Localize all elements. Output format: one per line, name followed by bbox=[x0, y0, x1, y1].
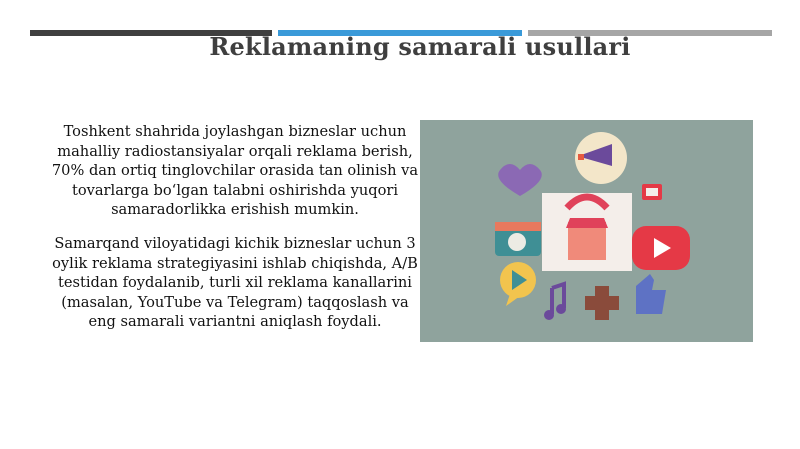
youtube-play-icon bbox=[632, 226, 690, 270]
social-media-collage-image bbox=[420, 120, 753, 342]
megaphone-icon bbox=[575, 132, 627, 184]
slide-title: Reklamaning samarali usullari bbox=[209, 32, 631, 61]
shopping-bag-icon bbox=[542, 193, 632, 271]
phone-icon bbox=[642, 184, 662, 200]
collage-illustration bbox=[420, 120, 753, 342]
paragraph-radio-ads: Toshkent shahrida joylashgan bizneslar uchun mahalliy radiostansiyalar orqali reklama berish, 70% dan ortiq tinglovchilar orasida tan olinish va tovarlarga bo‘lgan talabni oshirishda yuqori samaradorlikka erishish mumkin. bbox=[51, 123, 419, 219]
camera-icon bbox=[495, 222, 541, 256]
paragraph-ab-testing: Samarqand viloyatidagi kichik bizneslar uchun 3 oylik reklama strategiyasini ishlab chiqishda, A/B testidan foydalanib, turli xil reklama kanallarini (masalan, YouTube va Telegram) taqqoslash va eng samarali variantni aniqlash foydali. bbox=[52, 234, 418, 331]
slide-body bbox=[50, 122, 420, 346]
